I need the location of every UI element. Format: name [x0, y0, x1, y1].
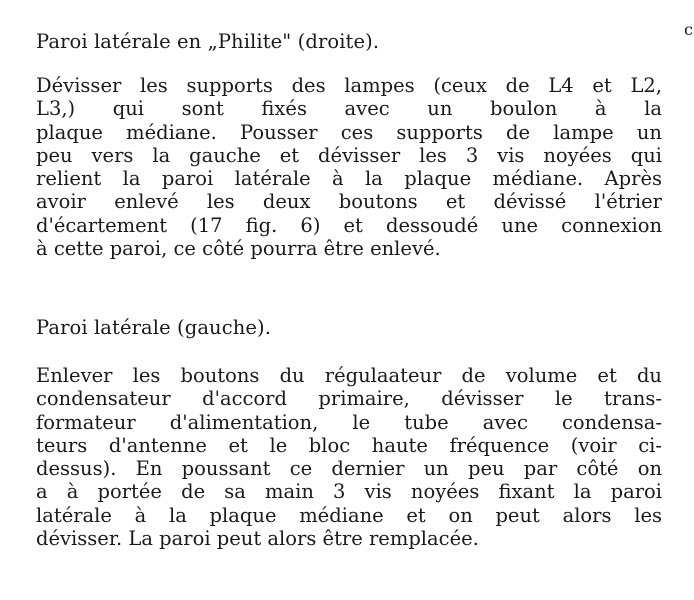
text-line: Enlever les boutons du régulaateur de volume et du [36, 364, 662, 387]
text-line: formateur d'alimentation, le tube avec condensa- [36, 410, 662, 434]
text-line: latérale à la plaque médiane et on peut alors les [36, 503, 662, 527]
section-heading-right-wall: Paroi latérale en „Philite" (droite). [36, 30, 380, 53]
text-line: dessus). En poussant ce dernier un peu par côté on [36, 457, 662, 481]
text-line: plaque médiane. Pousser ces supports de lampe un [36, 120, 662, 144]
margin-mark: c [684, 20, 693, 39]
text-line: avoir enlevé les deux boutons et dévissé l'étrier [36, 190, 662, 214]
text-line: L3,) qui sont fixés avec un boulon à la [36, 97, 662, 121]
text-line: a à portée de sa main 3 vis noyées fixant la paroi [36, 480, 662, 504]
text-line: d'écartement (17 fig. 6) et dessoudé une connexion [36, 213, 662, 237]
text-line: Dévisser les supports des lampes (ceux de L4 et L2, [36, 74, 662, 97]
text-line: relient la paroi latérale à la plaque médiane. Après [36, 167, 662, 191]
paragraph-left-wall [36, 364, 662, 550]
section-heading-left-wall: Paroi latérale (gauche). [36, 316, 272, 339]
text-line: dévisser. La paroi peut alors être remplacée. [36, 527, 479, 551]
text-line: à cette paroi, ce côté pourra être enlevé. [36, 237, 441, 261]
text-line: condensateur d'accord primaire, dévisser le trans- [36, 387, 662, 411]
paragraph-right-wall [36, 74, 662, 260]
text-line: teurs d'antenne et le bloc haute fréquence (voir ci- [36, 433, 662, 457]
text-line: peu vers la gauche et dévisser les 3 vis noyées qui [36, 143, 662, 167]
